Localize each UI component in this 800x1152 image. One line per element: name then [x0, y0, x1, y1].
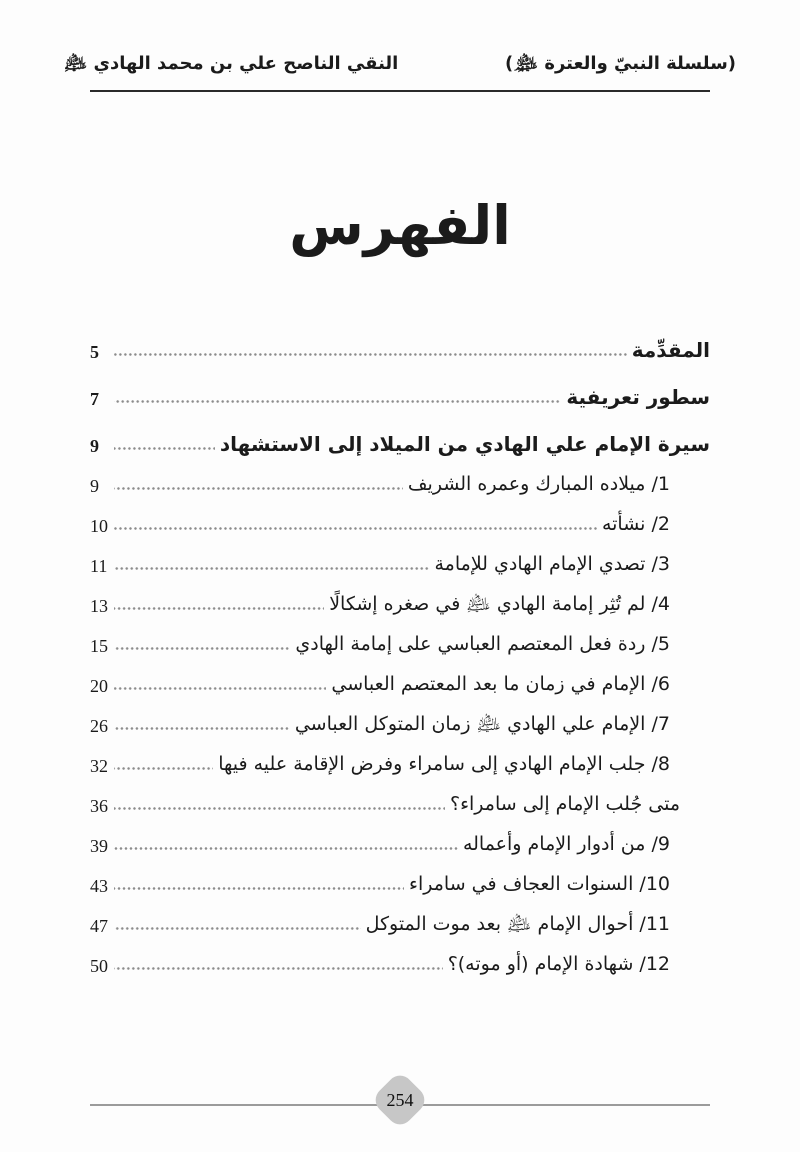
toc-row	[90, 898, 710, 938]
toc-row	[90, 858, 710, 898]
page-header	[0, 52, 800, 92]
toc-leader-dots	[114, 687, 326, 690]
toc-page-number: 11	[90, 555, 108, 576]
toc-entry-title: متى جُلب الإمام إلى سامراء؟	[449, 793, 680, 816]
toc-leader-dots	[114, 647, 290, 650]
toc-entry-title: 2/ نشأته	[601, 513, 670, 536]
toc-leader-dots	[114, 927, 361, 930]
toc-page-number: 13	[90, 595, 108, 616]
toc-page-number: 47	[90, 915, 108, 936]
toc-leader-dots	[114, 527, 597, 530]
toc-page-number: 36	[90, 795, 108, 816]
toc-entry-title: المقدِّمة	[631, 337, 710, 362]
toc-entry-title: 9/ من أدوار الإمام وأعماله	[462, 833, 670, 856]
toc-leader-dots	[114, 887, 404, 890]
toc-leader-dots	[114, 607, 324, 610]
toc-leader-dots	[114, 447, 215, 450]
toc-page-number: 10	[90, 515, 108, 536]
toc-entry-title: 1/ ميلاده المبارك وعمره الشريف	[407, 473, 670, 496]
toc-row	[90, 364, 710, 411]
toc-leader-dots	[114, 353, 627, 356]
toc-entry-title: سيرة الإمام علي الهادي من الميلاد إلى الاستشهاد	[219, 431, 710, 456]
toc-page-number: 26	[90, 715, 108, 736]
toc-page-number: 15	[90, 635, 108, 656]
toc-entry-title: 7/ الإمام علي الهادي ﵇ زمان المتوكل العباسي	[294, 713, 670, 736]
toc-entry-title: 10/ السنوات العجاف في سامراء	[409, 873, 670, 896]
toc-page-number: 9	[90, 475, 99, 496]
toc-entry-title: 5/ ردة فعل المعتصم العباسي على إمامة الهادي	[295, 633, 670, 656]
header-divider	[90, 90, 710, 92]
toc-row	[90, 538, 710, 578]
page-title: الفهرس	[289, 194, 511, 257]
toc-leader-dots	[114, 400, 561, 403]
toc-leader-dots	[114, 767, 213, 770]
toc-row	[90, 938, 710, 978]
page-number: 254	[386, 1089, 414, 1110]
toc-row	[90, 498, 710, 538]
toc-page-number: 50	[90, 955, 108, 976]
toc-row	[90, 698, 710, 738]
header-row	[0, 52, 800, 78]
toc-entry-title: 6/ الإمام في زمان ما بعد المعتصم العباسي	[331, 673, 670, 696]
header-book-title: النقي الناصح علي بن محمد الهادي ﵇	[64, 53, 399, 74]
toc-entry-title: 12/ شهادة الإمام (أو موته)؟	[447, 953, 670, 976]
toc-row	[90, 658, 710, 698]
toc-page-number: 20	[90, 675, 108, 696]
toc-page-number: 7	[90, 388, 99, 409]
toc-entry-title: 3/ تصدي الإمام الهادي للإمامة	[434, 553, 670, 576]
header-series-title: (سلسلة النبيّ والعترة ﵈)	[504, 53, 736, 74]
toc-leader-dots	[114, 847, 458, 850]
toc-page-number: 9	[90, 435, 99, 456]
toc-entry-title: 8/ جلب الإمام الهادي إلى سامراء وفرض الإقامة عليه فيها	[218, 753, 670, 776]
toc-row	[90, 618, 710, 658]
toc-leader-dots	[114, 567, 429, 570]
toc-entry-title: 4/ لم تُثِر إمامة الهادي ﵇ في صغره إشكالًا	[329, 593, 670, 616]
toc-page-number: 39	[90, 835, 108, 856]
toc-leader-dots	[114, 967, 443, 970]
toc-entry-title: 11/ أحوال الإمام ﵇ بعد موت المتوكل	[365, 913, 670, 936]
toc-row	[90, 778, 710, 818]
toc-entry-title: سطور تعريفية	[566, 384, 710, 409]
toc-list	[90, 317, 710, 978]
toc-page-number: 32	[90, 755, 108, 776]
toc-row	[90, 317, 710, 364]
toc-page-number: 43	[90, 875, 108, 896]
toc-leader-dots	[114, 727, 290, 730]
toc-row	[90, 578, 710, 618]
page-number-badge	[370, 1070, 429, 1129]
toc-row	[90, 818, 710, 858]
toc-row	[90, 458, 710, 498]
toc-leader-dots	[114, 487, 403, 490]
toc-row	[90, 738, 710, 778]
toc-leader-dots	[114, 807, 445, 810]
toc-page-number: 5	[90, 341, 99, 362]
toc-row	[90, 411, 710, 458]
book-page	[0, 52, 800, 1152]
